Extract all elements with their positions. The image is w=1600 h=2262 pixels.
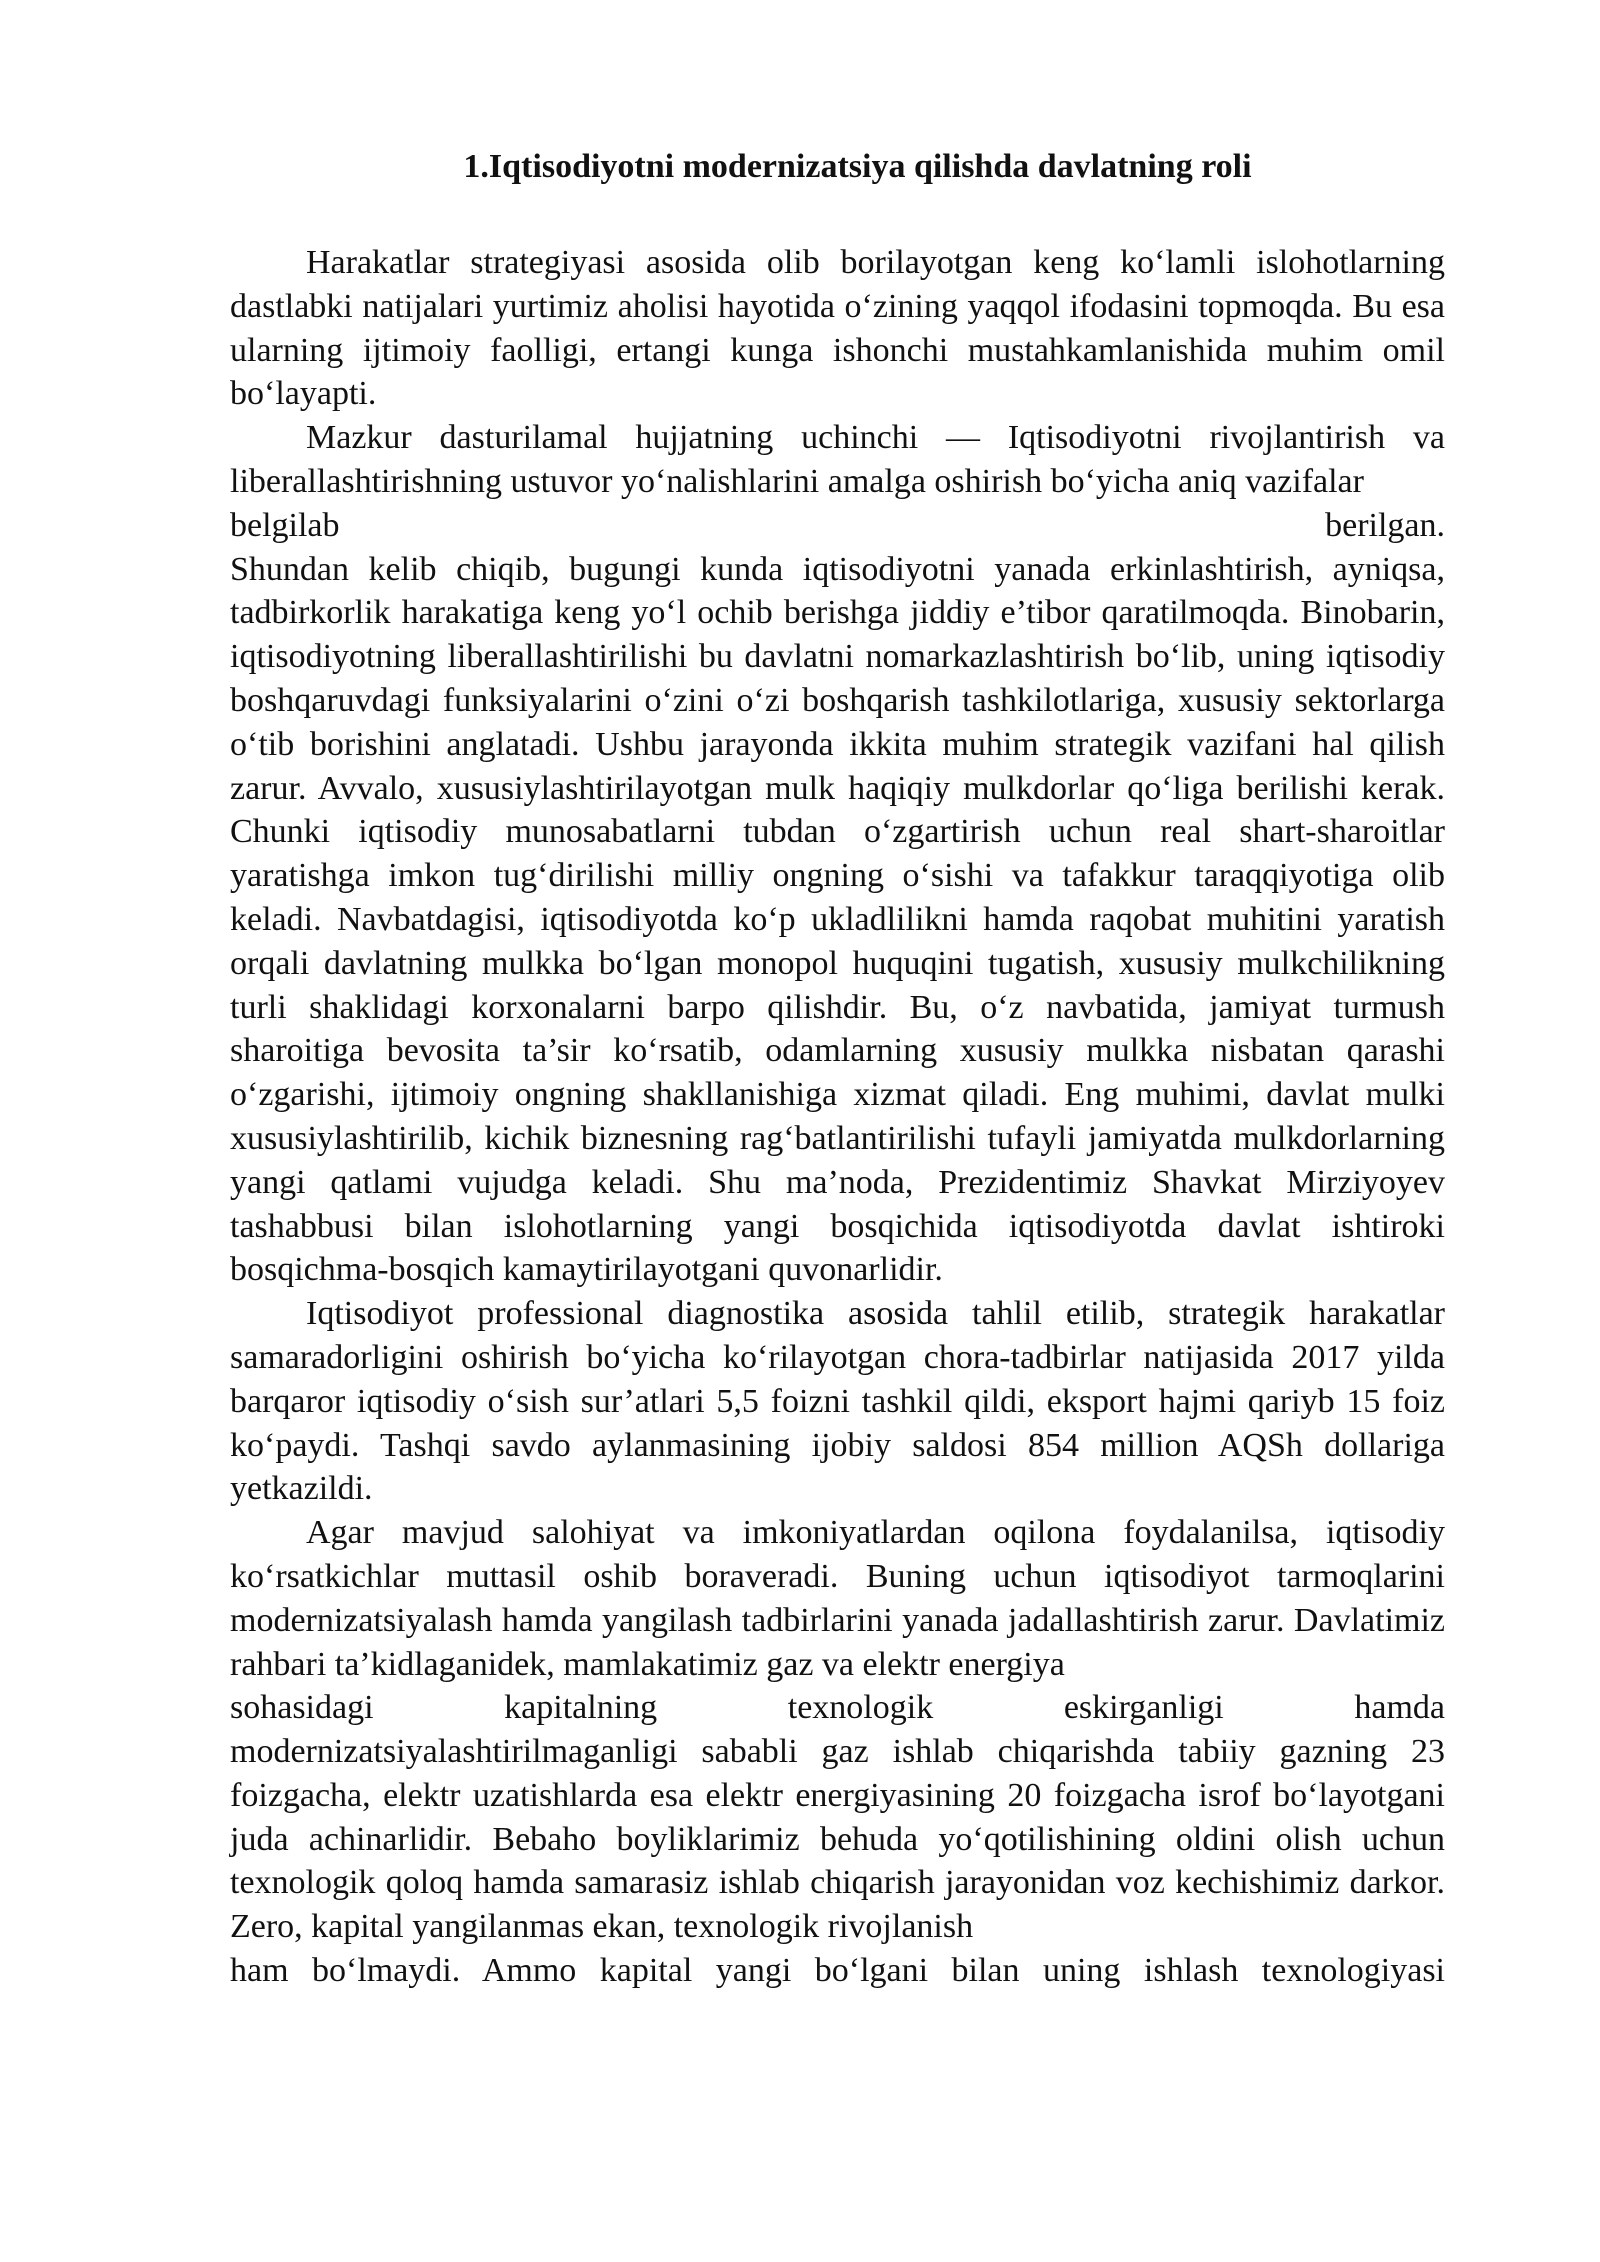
paragraph-2: Mazkur dasturilamal hujjatning uchinchi — Iqtisodiyotni rivojlantirish va liberallashtirishning ustuvor yo‘nalishlarini amalga oshirish bo‘yicha aniq vazifalar bbox=[230, 419, 1445, 500]
paragraph-4-last-line: ham bo‘lmaydi. Ammo kapital yangi bo‘lgani bilan uning ishlash texnologiyasi bbox=[230, 1952, 1445, 1990]
paragraph-4-line: sohasidagi kapitalning texnologik eskirganligi hamda bbox=[230, 1689, 1445, 1727]
paragraph-4: Agar mavjud salohiyat va imkoniyatlardan oqilona foydalanilsa, iqtisodiy ko‘rsatkichlar muttasil oshib boraveradi. Buning uchun iqtisodiyot tarmoqlarini modernizatsiyalash hamda yangilash tadbirlarini yanada jadallashtirish zarur. Davlatimiz rahbari ta’kidlaganidek, mamlakatimiz gaz va elektr energiya bbox=[230, 1514, 1445, 1683]
document-page bbox=[230, 145, 1445, 1993]
paragraph-2-end: belgilab berilgan. bbox=[230, 506, 1445, 544]
page-title: 1.Iqtisodiyotni modernizatsiya qilishda davlatning roli bbox=[463, 148, 1252, 185]
paragraph-3: Iqtisodiyot professional diagnostika asosida tahlil etilib, strategik harakatlar samaradorligini oshirish bo‘yicha ko‘rilayotgan chora-tadbirlar natijasida 2017 yilda barqaror iqtisodiy o‘sish sur’atlari 5,5 foizni tashkil qildi, eksport hajmi qariyb 15 foiz ko‘paydi. Tashqi savdo aylanmasining ijobiy saldosi 854 million AQSh dollariga yetkazildi. bbox=[230, 1295, 1445, 1508]
paragraph-2-continued: Shundan kelib chiqib, bugungi kunda iqtisodiyotni yanada erkinlashtirish, ayniqsa, tadbirkorlik harakatiga keng yo‘l ochib berishga jiddiy e’tibor qaratilmoqda. Binobarin, iqtisodiyotning liberallashtirilishi bu davlatni nomarkazlashtirish bo‘lib, uning iqtisodiy boshqaruvdagi funksiyalarini o‘zini o‘zi boshqarish tashkilotlariga, xususiy sektorlarga o‘tib borishini anglatadi. Ushbu jarayonda ikkita muhim strategik vazifani hal qilish zarur. Avvalo, xususiylashtirilayotgan mulk haqiqiy mulkdorlar qo‘liga berilishi kerak. Chunki iqtisodiy munosabatlarni tubdan o‘zgartirish uchun real shart-sharoitlar yaratishga imkon tug‘dirilishi milliy ongning o‘sishi va tafakkur taraqqiyotiga olib keladi. Navbatdagisi, iqtisodiyotda ko‘p ukladlilikni hamda raqobat muhitini yaratish orqali davlatning mulkka bo‘lgan monopol huquqini tugatish, xususiy mulkchilikning turli shaklidagi korxonalarni barpo qilishdir. Bu, o‘z navbatida, jamiyat turmush sharoitiga bevosita ta’sir ko‘rsatib, odamlarning xususiy mulkka nisbatan qarashi o‘zgarishi, ijtimoiy ongning shakllanishiga xizmat qiladi. Eng muhimi, davlat mulki xususiylashtirilib, kichik biznesning rag‘batlantirilishi tufayli jamiyatda mulkdorlarning yangi qatlami vujudga keladi. Shu ma’noda, Prezidentimiz Shavkat Mirziyoyev tashabbusi bilan islohotlarning yangi bosqichida iqtisodiyotda davlat ishtiroki bosqichma-bosqich kamaytirilayotgani quvonarlidir. bbox=[230, 550, 1445, 1289]
paragraph-4-continued: modernizatsiyalashtirilmaganligi sababli gaz ishlab chiqarishda tabiiy gazning 23 foizgacha, elektr uzatishlarda esa elektr energiyasining 20 foizgacha isrof bo‘layotgani juda achinarlidir. Bebaho boyliklarimiz behuda yo‘qotilishining oldini olish uchun texnologik qoloq hamda samarasiz ishlab chiqarish jarayonidan voz kechishimiz darkor. Zero, kapital yangilanmas ekan, texnologik rivojlanish bbox=[230, 1733, 1445, 1946]
paragraph-1: Harakatlar strategiyasi asosida olib borilayotgan keng ko‘lamli islohotlarning dastlabki natijalari yurtimiz aholisi hayotida o‘zining yaqqol ifodasini topmoqda. Bu esa ularning ijtimoiy faolligi, ertangi kunga ishonchi mustahkamlanishida muhim omil bo‘layapti. bbox=[230, 244, 1445, 413]
